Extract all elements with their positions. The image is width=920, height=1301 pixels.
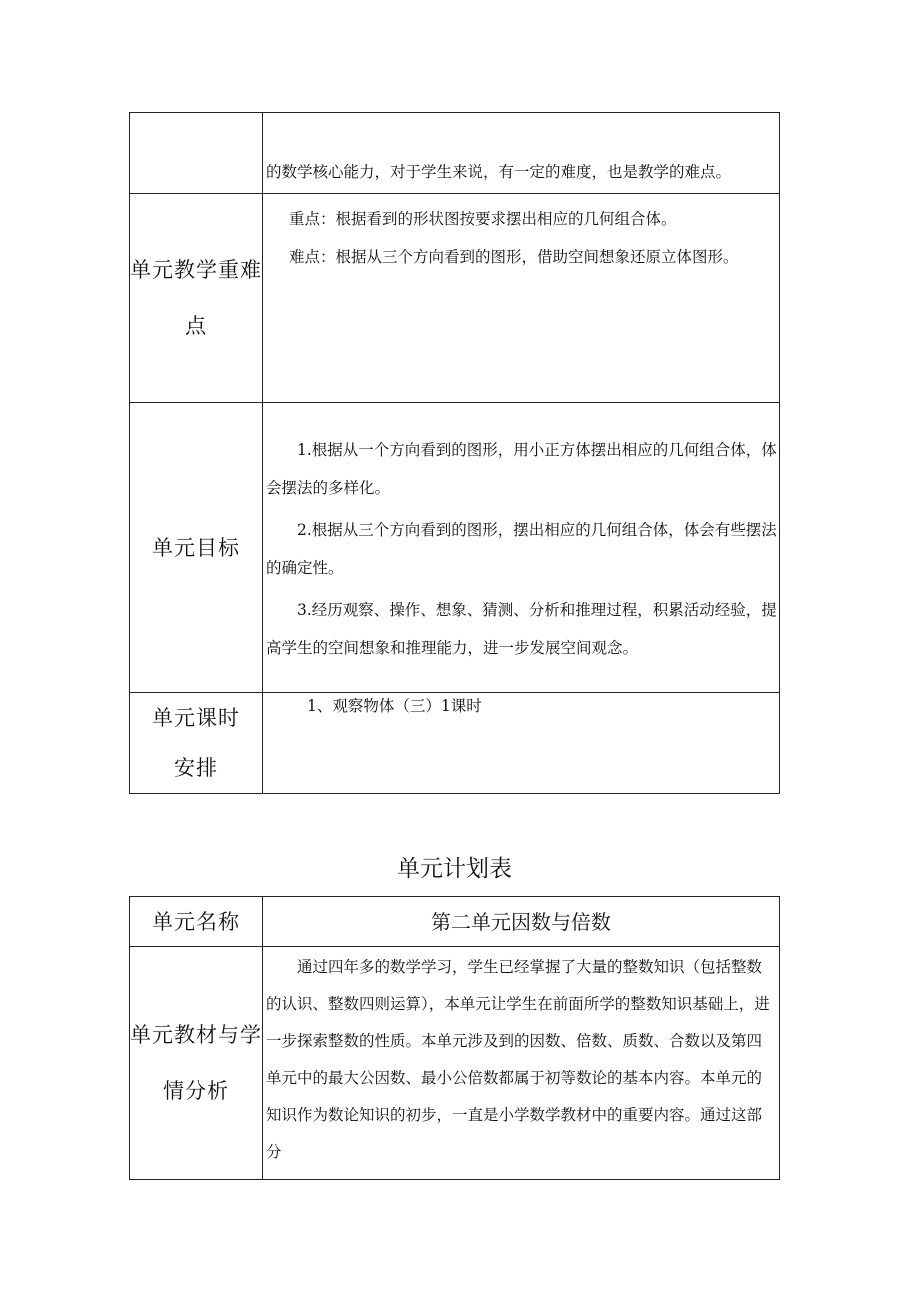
continued-paragraph: 的数学核心能力，对于学生来说，有一定的难度，也是教学的难点。 [266,163,732,181]
goal-item: 3.经历观察、操作、想象、猜测、分析和推理过程，积累活动经验，提高学生的空间想象和推理能力，进一步发展空间观念。 [266,601,777,657]
table-row [130,693,780,794]
label-line: 安排 [174,756,218,780]
table-row [130,403,780,693]
row-content [263,194,780,403]
table-row [130,194,780,403]
row-content [263,403,780,693]
difficult-point-text: 难点：根据从三个方向看到的图形，借助空间想象还原立体图形。 [289,248,739,266]
unit-name-value: 第二单元因数与倍数 [263,897,780,947]
row-content [263,113,780,194]
table-row [130,897,780,947]
key-point-text: 重点：根据看到的形状图按要求摆出相应的几何组合体。 [289,210,677,228]
unit-info-table-continued [129,112,780,794]
row-label-key-difficult-points [130,194,263,403]
label-line: 点 [185,314,207,338]
label-line: 情分析 [163,1079,229,1103]
row-label-schedule [130,693,263,794]
goal-item: 1.根据从一个方向看到的图形，用小正方体摆出相应的几何组合体，体会摆法的多样化。 [266,441,777,497]
row-content [263,947,780,1180]
row-content [263,693,780,794]
label-line: 单元课时 [152,706,240,730]
label-line: 单元教学重难 [130,258,262,282]
row-label-unit-name: 单元名称 [130,897,263,947]
analysis-paragraph: 通过四年多的数学学习，学生已经掌握了大量的整数知识（包括整数的认识、整数四则运算），本单元让学生在前面所学的整数知识基础上，进一步探索整数的性质。本单元涉及到的因数、倍数、质数、合数以及第四单元中的最大公因数、最小公倍数都属于初等数论的基本内容。本单元的知识作为数论知识的初步，一直是小学数学教材中的重要内容。通过这部分 [266,958,770,1161]
table-row [130,113,780,194]
row-label-unit-goals: 单元目标 [130,403,263,693]
label-line: 单元教材与学 [130,1023,262,1047]
schedule-text: 1、观察物体（三）1课时 [307,697,482,715]
table-row [130,947,780,1180]
unit-plan-table [129,896,780,1180]
page-title: 单元计划表 [397,856,512,882]
row-label-empty [130,113,263,194]
row-label-analysis [130,947,263,1180]
goal-item: 2.根据从三个方向看到的图形，摆出相应的几何组合体，体会有些摆法的确定性。 [266,521,777,577]
